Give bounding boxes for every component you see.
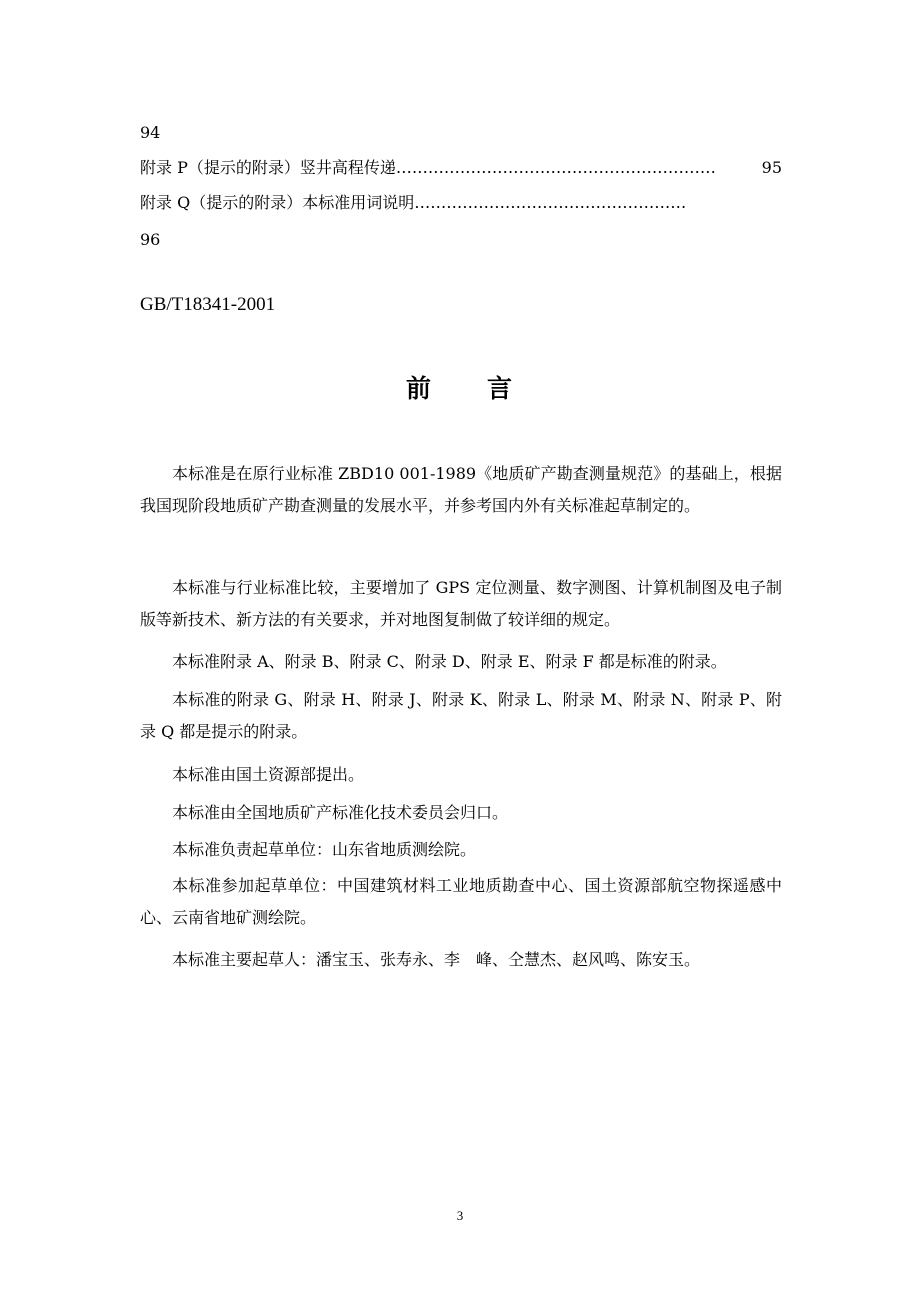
toc-entry-leader: ……………………………………………	[414, 193, 687, 212]
toc-entry-label: 附录 P（提示的附录）竖井高程传递	[140, 158, 396, 177]
paragraph: 本标准附录 A、附录 B、附录 C、附录 D、附录 E、附录 F 都是标准的附录。	[172, 652, 727, 671]
paragraph: 本标准的附录 G、附录 H、附录 J、附录 K、附录 L、附录 M、附录 N、附录 P、附录 Q 都是提示的附录。	[140, 690, 782, 741]
toc-entry-label: 附录 Q（提示的附录）本标准用词说明	[140, 193, 415, 212]
toc-entry	[140, 193, 782, 213]
toc-prev-page-number: 94	[140, 123, 161, 142]
toc-entry-leader: ……………………………………………………	[395, 158, 716, 177]
paragraph: 本标准参加起草单位：中国建筑材料工业地质勘查中心、国土资源部航空物探遥感中心、云南省地矿测绘院。	[140, 876, 782, 927]
paragraph: 本标准主要起草人：潘宝玉、张寿永、李 峰、仝慧杰、赵风鸣、陈安玉。	[172, 950, 701, 969]
paragraph: 本标准是在原行业标准 ZBD10 001-1989《地质矿产勘查测量规范》的基础上，根据我国现阶段地质矿产勘查测量的发展水平，并参考国内外有关标准起草制定的。	[140, 464, 782, 515]
paragraph: 本标准由国土资源部提出。	[172, 765, 365, 784]
paragraph: 本标准负责起草单位：山东省地质测绘院。	[172, 840, 477, 859]
paragraph: 本标准由全国地质矿产标准化技术委员会归口。	[172, 803, 509, 822]
paragraph: 本标准与行业标准比较，主要增加了 GPS 定位测量、数字测图、计算机制图及电子制版等新技术、新方法的有关要求，并对地图复制做了较详细的规定。	[140, 578, 782, 629]
toc-entry	[140, 158, 782, 178]
toc-next-page-number: 96	[140, 230, 161, 249]
page-title: 前 言	[405, 374, 514, 403]
page-number: 3	[456, 1208, 464, 1223]
standard-code: GB/T18341-2001	[140, 294, 276, 315]
toc-entry-page: 95	[761, 158, 782, 177]
